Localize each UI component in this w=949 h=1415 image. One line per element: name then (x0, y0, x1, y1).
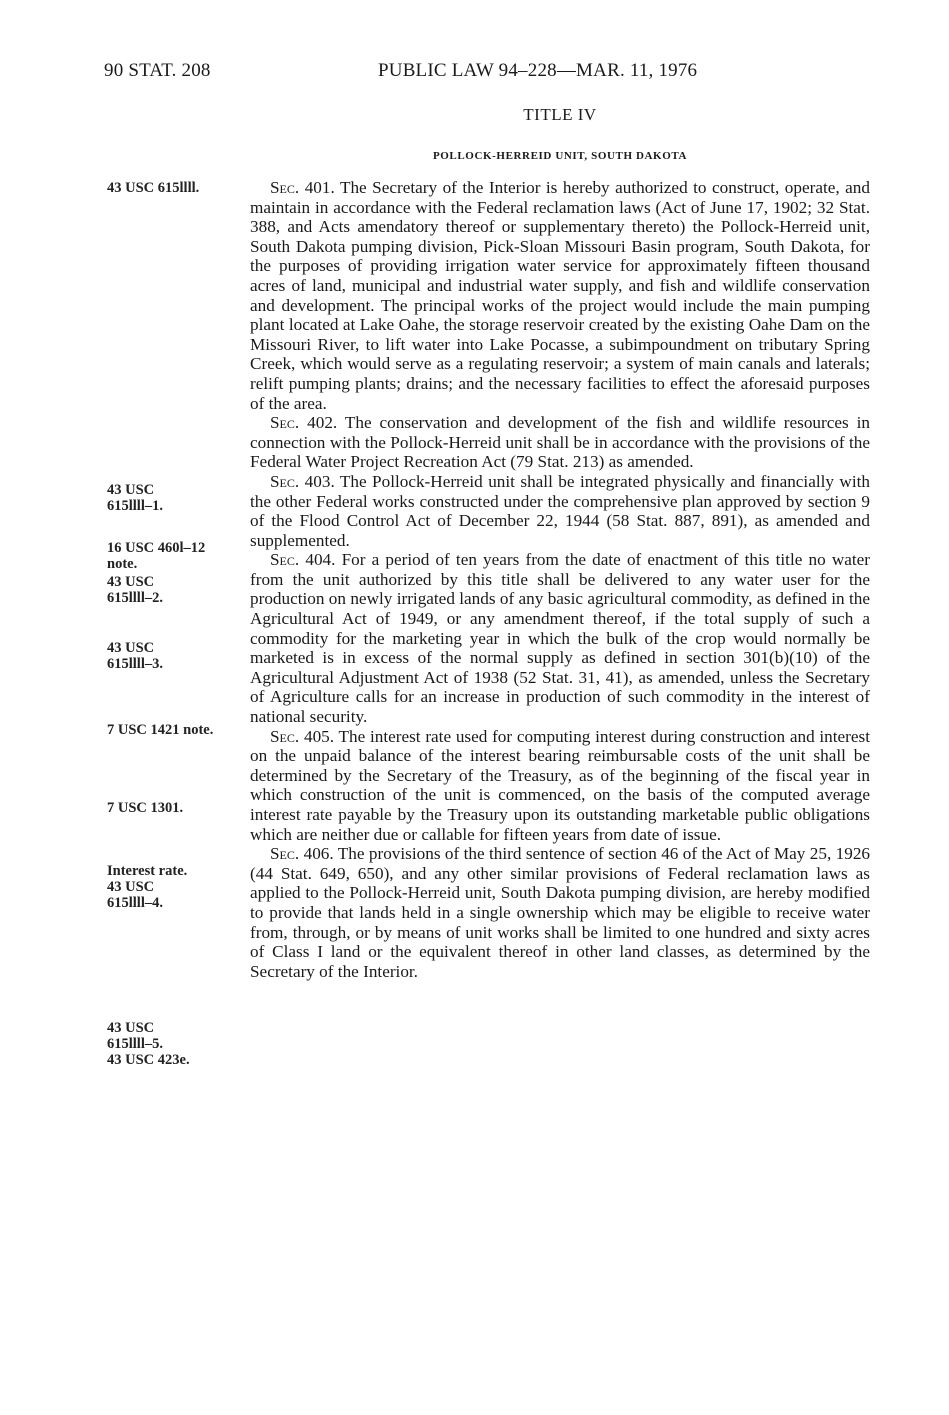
section-text: For a period of ten years from the date of enactment of this title no water from the unit authorized by this title shall be delivered to any water user for the production on newly irrigated lands of any basic agricultural commodity, as defined in the Agricultural Act of 1949, or any amendment thereof, if the total supply of such a commodity for the marketing year in which the bulk of the crop would normally be marketed is in excess of the normal supply as defined in section 301(b)(10) of the Agricultural Adjustment Act of 1938 (52 Stat. 31, 41), as amended, unless the Secretary of Agriculture calls for an increase in production of such commodity in the interest of national security. (250, 550, 871, 727)
margin-note-line: 615llll–3. (107, 656, 163, 672)
margin-note-line: 615llll–2. (107, 590, 163, 606)
margin-note (107, 863, 247, 879)
margin-note-line: 7 USC 1421 note. (107, 722, 214, 738)
stat-page-reference: 90 STAT. 208 (104, 60, 211, 81)
margin-note-line: 615llll–1. (107, 498, 163, 514)
section-401 (250, 178, 870, 413)
section-405 (250, 727, 870, 845)
section-label: Sec. (270, 844, 300, 864)
margin-note (107, 1020, 247, 1068)
margin-note (107, 800, 247, 816)
margin-note-line: 43 USC 615llll. (107, 180, 200, 196)
section-label: Sec. (270, 471, 300, 491)
section-number: 402. (307, 413, 338, 433)
public-law-reference: PUBLIC LAW 94–228—MAR. 11, 1976 (378, 60, 698, 81)
section-404 (250, 550, 870, 726)
section-label: Sec. (270, 178, 300, 197)
margin-note (107, 640, 247, 672)
section-text: The interest rate used for computing interest during construction and interest on the unpaid balance of the interest bearing reimbursable costs of the unit shall be determined by the Secretary of the Treasury, as of the beginning of the fiscal year in which construction of the unit is commenced, on the basis of the computed average interest rate payable by the Treasury upon its outstanding marketable public obligations which are neither due or callable for fifteen years from date of issue. (250, 726, 870, 844)
margin-note (107, 574, 247, 606)
margin-note-line: note. (107, 556, 138, 572)
margin-note-line: 7 USC 1301. (107, 800, 184, 816)
margin-note-line: 43 USC 423e. (107, 1052, 190, 1068)
running-header (0, 60, 949, 84)
margin-note-line: Interest rate. (107, 863, 188, 879)
section-text: The provisions of the third sentence of section 46 of the Act of May 25, 1926 (44 Stat. 649, 650), and any other similar provisions of Federal reclamation laws as applied to the Pollock-Herreid unit, South Dakota pumping division, are hereby modified to provide that lands held in a single ownership which may be eligible to receive water from, through, or by means of unit works shall be limited to one hundred and sixty acres of Class I land or the equivalent thereof in other land classes, as determined by the Secretary of the Interior. (250, 844, 871, 981)
statute-body (250, 178, 870, 981)
section-number: 403. (304, 471, 335, 491)
section-text: The Secretary of the Interior is hereby authorized to construct, operate, and maintain in accordance with the Federal reclamation laws (Act of June 17, 1902; 32 Stat. 388, and Acts amendatory thereof or supplementary thereto) the Pollock-Herreid unit, South Dakota pumping division, Pick-Sloan Missouri Basin program, South Dakota, for the purposes of providing irrigation water service for approximately fifteen thousand acres of land, municipal and industrial water supply, and fish and wildlife conservation and development. The principal works of the project would include the main pumping plant located at Lake Oahe, the storage reservoir created by the existing Oahe Dam on the Missouri River, to lift water into Lake Pocasse, a subimpoundment on tributary Spring Creek, which would serve as a regulating reservoir; a system of main canals and laterals; relift pumping plants; drains; and the necessary facilities to effect the aforesaid purposes of the area. (250, 178, 870, 413)
section-text: The Pollock-Herreid unit shall be integrated physically and financially with the other Federal works constructed under the comprehensive plan approved by section 9 of the Flood Control Act of December 22, 1944 (58 Stat. 887, 891), as amended and supplemented. (250, 471, 870, 550)
margin-note-line: 43 USC (107, 640, 155, 656)
margin-note-line: 615llll–5. (107, 1036, 163, 1052)
title-subheading: POLLOCK-HERREID UNIT, SOUTH DAKOTA (432, 150, 688, 162)
margin-note (107, 482, 247, 514)
section-number: 406. (303, 844, 334, 864)
margin-note-line: 43 USC (107, 1020, 155, 1036)
section-403 (250, 472, 870, 550)
margin-note (107, 180, 247, 196)
section-number: 404. (305, 550, 336, 570)
margin-note-line: 43 USC (107, 879, 155, 895)
margin-note-line: 43 USC (107, 574, 155, 590)
section-402 (250, 413, 870, 472)
section-text: The conservation and development of the fish and wildlife resources in connection with the Pollock-Herreid unit shall be in accordance with the provisions of the Federal Water Project Recreation Act (79 Stat. 213) as amended. (250, 413, 870, 472)
margin-note-line: 43 USC (107, 482, 155, 498)
margin-note (107, 879, 247, 911)
section-label: Sec. (270, 726, 300, 746)
section-number: 405. (303, 726, 335, 746)
section-number: 401. (304, 178, 335, 197)
margin-note (107, 722, 247, 738)
margin-note-line: 16 USC 460l–12 (107, 540, 206, 556)
section-406 (250, 844, 870, 981)
section-label: Sec. (270, 550, 300, 570)
section-label: Sec. (270, 413, 300, 433)
margin-note (107, 540, 247, 572)
margin-note-line: 615llll–4. (107, 895, 163, 911)
title-heading: TITLE IV (523, 105, 597, 124)
